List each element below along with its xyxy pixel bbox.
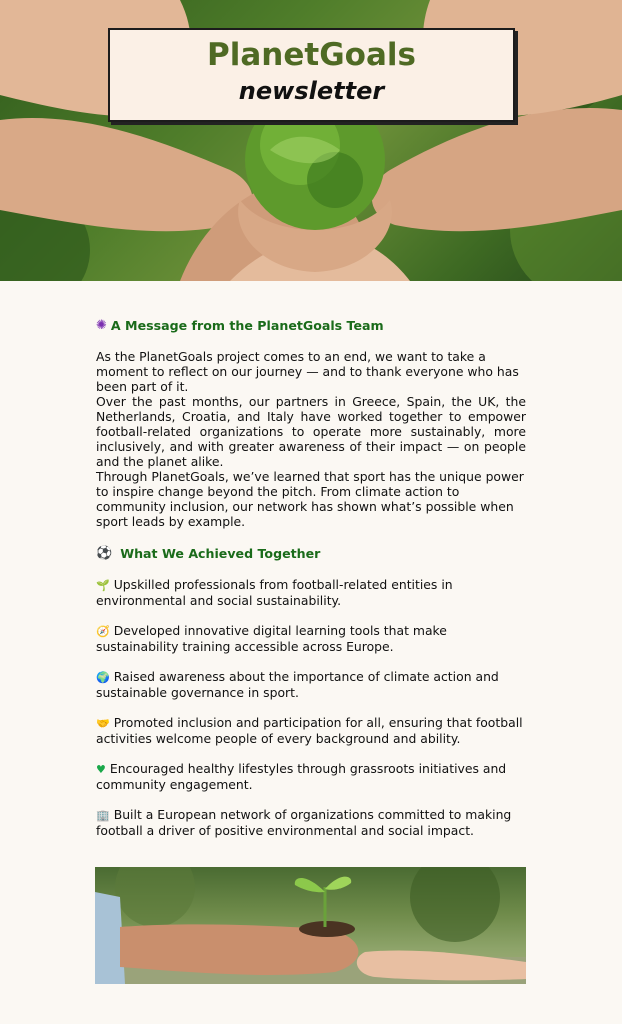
- compass-icon: 🧭: [96, 625, 110, 638]
- achievement-text: Developed innovative digital learning tools that make sustainability training accessible across Europe.: [96, 623, 447, 654]
- achievement-text: Encouraged healthy lifestyles through grassroots initiatives and community engagement.: [96, 761, 507, 792]
- green-heart-icon: ♥: [96, 763, 106, 776]
- achievement-item: [96, 623, 526, 654]
- achievement-item: [96, 669, 526, 700]
- achievement-item: [96, 577, 526, 608]
- message-paragraph-1: As the PlanetGoals project comes to an end, we want to take a moment to reflect on our journey — and to thank everyone who has been part of it.: [96, 349, 519, 394]
- message-paragraph-3: Through PlanetGoals, we’ve learned that sport has the unique power to inspire change beyond the pitch. From climate action to community inclusion, our network has shown what’s possible when sport leads by example.: [96, 469, 524, 529]
- achievement-item: [96, 761, 526, 792]
- newsletter-title: PlanetGoals: [207, 37, 416, 73]
- message-heading-text: A Message from the PlanetGoals Team: [110, 318, 384, 333]
- message-paragraph-2: Over the past months, our partners in Greece, Spain, the UK, the Netherlands, Croatia, and Italy have worked together to empower football-related organizations to operate more sustainably, more inclusively, and with greater awareness of their impact — on people and the planet alike.: [96, 394, 526, 469]
- seedling-hands-illustration: [95, 867, 526, 984]
- newsletter-subtitle: newsletter: [238, 77, 385, 105]
- achievement-text: Upskilled professionals from football-related entities in environmental and social sustainability.: [96, 577, 453, 608]
- virus-icon: ✺: [96, 318, 107, 333]
- seedling-icon: 🌱: [96, 579, 110, 592]
- achievement-item: [96, 807, 526, 838]
- newsletter-title-box: [108, 28, 515, 122]
- message-heading: [96, 318, 526, 334]
- achievements-heading: [96, 546, 526, 562]
- achievement-text: Raised awareness about the importance of climate action and sustainable governance in sport.: [96, 669, 499, 700]
- handshake-icon: 🤝: [96, 717, 110, 730]
- globe-icon: 🌍: [96, 671, 110, 684]
- hero-image: [0, 0, 622, 281]
- building-icon: 🏢: [96, 809, 110, 822]
- soccer-ball-icon: ⚽: [96, 546, 113, 561]
- newsletter-content: [96, 318, 526, 838]
- achievements-heading-text: What We Achieved Together: [120, 546, 321, 561]
- seedling-hands-image: [95, 867, 526, 984]
- achievement-item: [96, 715, 526, 746]
- achievement-text: Promoted inclusion and participation for all, ensuring that football activities welcome people of every background and ability.: [96, 715, 523, 746]
- achievement-text: Built a European network of organizations committed to making football a driver of positive environmental and social impact.: [96, 807, 512, 838]
